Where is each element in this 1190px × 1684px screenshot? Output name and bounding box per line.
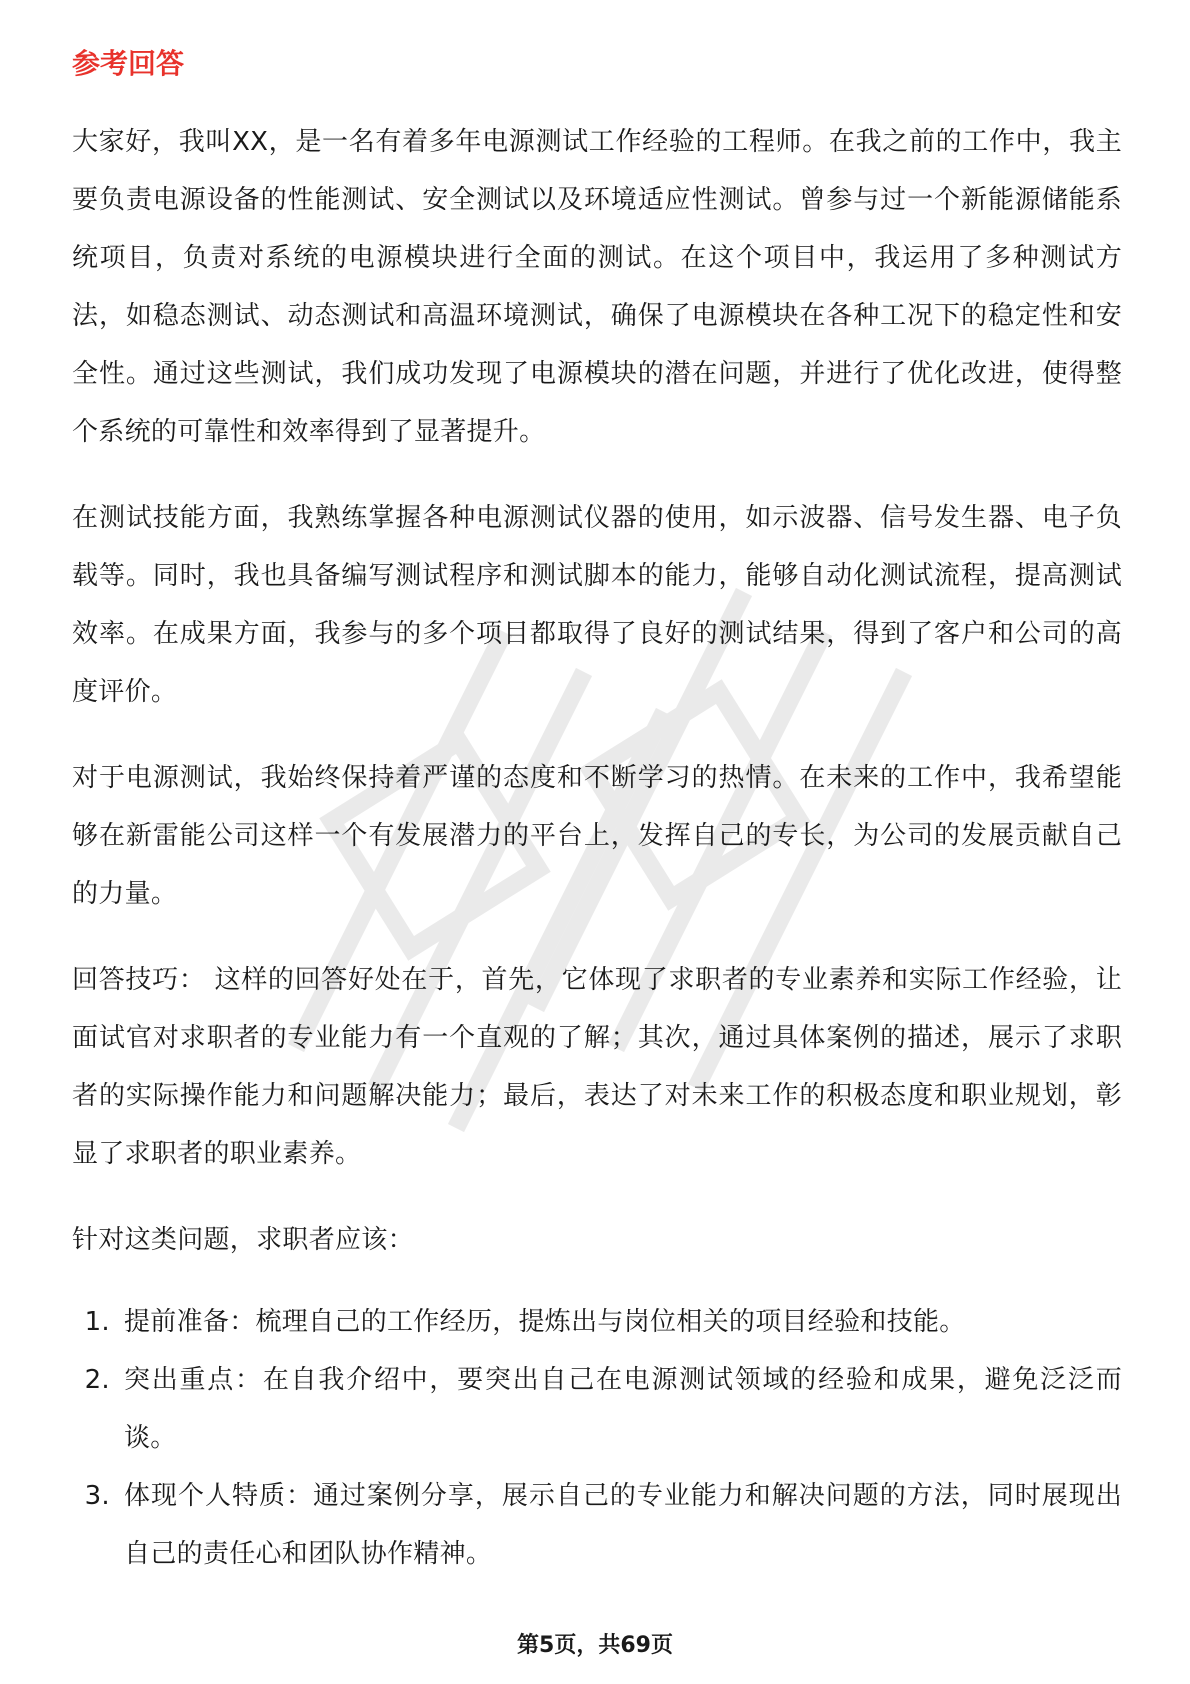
document-page xyxy=(72,44,1122,1583)
list-item-text: 提前准备：梳理自己的工作经历，提炼出与岗位相关的项目经验和技能。 xyxy=(124,1307,966,1338)
answer-paragraph-skills: 在测试技能方面，我熟练掌握各种电源测试仪器的使用，如示波器、信号发生器、电子负载等。同时，我也具备编写测试程序和测试脚本的能力，能够自动化测试流程，提高测试效率。在成果方面，我参与的多个项目都取得了良好的测试结果，得到了客户和公司的高度评价。 xyxy=(72,503,1122,708)
advice-list xyxy=(72,1293,1122,1583)
list-item-text: 突出重点：在自我介绍中，要突出自己在电源测试领域的经验和成果，避免泛泛而谈。 xyxy=(124,1365,1122,1454)
answer-paragraph-intro: 大家好，我叫XX，是一名有着多年电源测试工作经验的工程师。在我之前的工作中，我主要负责电源设备的性能测试、安全测试以及环境适应性测试。曾参与过一个新能源储能系统项目，负责对系统的电源模块进行全面的测试。在这个项目中，我运用了多种测试方法，如稳态测试、动态测试和高温环境测试，确保了电源模块在各种工况下的稳定性和安全性。通过这些测试，我们成功发现了电源模块的潜在问题，并进行了优化改进，使得整个系统的可靠性和效率得到了显著提升。 xyxy=(72,127,1122,448)
advice-intro: 针对这类问题，求职者应该： xyxy=(72,1225,414,1256)
answer-paragraph-outlook: 对于电源测试，我始终保持着严谨的态度和不断学习的热情。在未来的工作中，我希望能够在新雷能公司这样一个有发展潜力的平台上，发挥自己的专长，为公司的发展贡献自己的力量。 xyxy=(72,763,1122,910)
list-item-number: 2. xyxy=(84,1365,110,1396)
section-heading: 参考回答 xyxy=(72,47,185,80)
answer-tips-paragraph: 回答技巧： 这样的回答好处在于，首先，它体现了求职者的专业素养和实际工作经验，让面试官对求职者的专业能力有一个直观的了解；其次，通过具体案例的描述，展示了求职者的实际操作能力和问题解决能力；最后，表达了对未来工作的积极态度和职业规划，彰显了求职者的职业素养。 xyxy=(72,965,1122,1170)
list-item-number: 3. xyxy=(84,1481,110,1512)
list-item-number: 1. xyxy=(84,1307,110,1338)
list-item xyxy=(72,1293,1122,1351)
page-number-footer: 第5页，共69页 xyxy=(517,1633,673,1658)
list-item-text: 体现个人特质：通过案例分享，展示自己的专业能力和解决问题的方法，同时展现出自己的责任心和团队协作精神。 xyxy=(124,1481,1122,1570)
list-item xyxy=(72,1467,1122,1583)
list-item xyxy=(72,1351,1122,1467)
